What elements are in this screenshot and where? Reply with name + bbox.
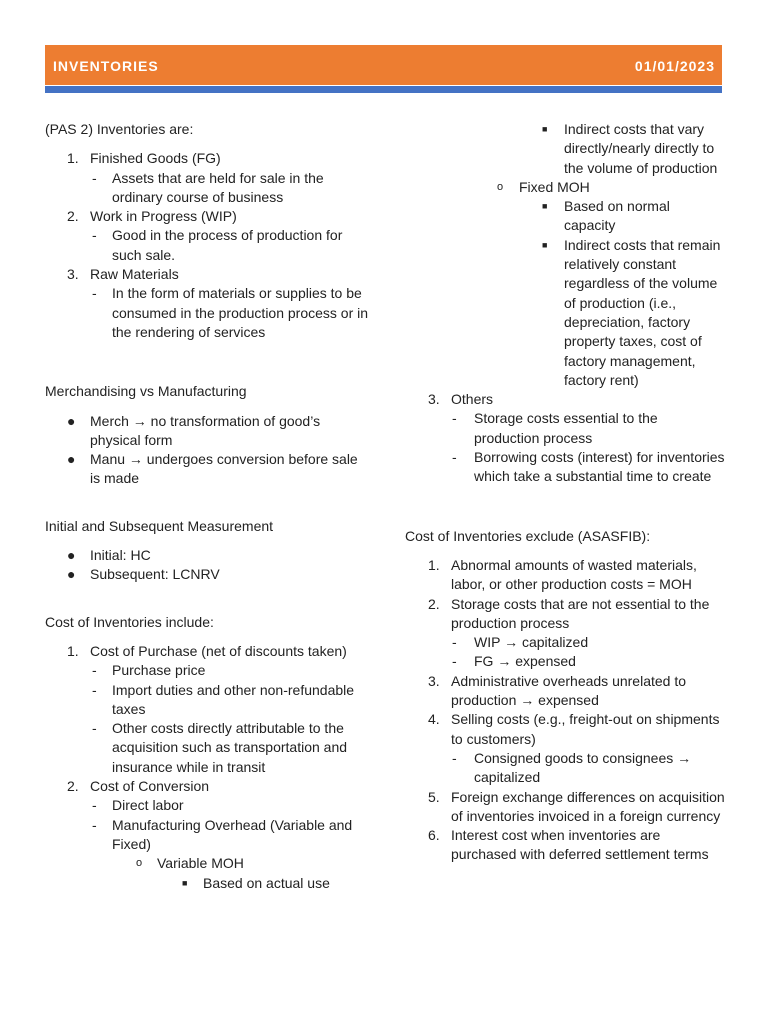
list-item: 6. Interest cost when inventories are purchased with deferred settlement terms — [428, 827, 709, 863]
list-item: 3. Raw Materials — [67, 266, 179, 283]
list-subitem: - Import duties and other non-refundable taxes — [92, 681, 355, 717]
moh-continued-list — [405, 120, 725, 487]
merch-list — [45, 412, 370, 489]
list-item: 1. Cost of Purchase (net of discounts taken) — [67, 642, 347, 659]
list-item: 3. Others — [428, 391, 494, 408]
right-column — [405, 120, 725, 865]
list-item: 4. Selling costs (e.g., freight-out on shipments to customers) — [428, 711, 720, 747]
list-item: ● Subsequent: LCNRV — [45, 565, 370, 584]
list-subitem: - Consigned goods to consignees → capitalized — [452, 749, 692, 786]
include-heading: Cost of Inventories include: — [45, 613, 214, 630]
exclude-list — [405, 556, 725, 865]
exclude-heading: Cost of Inventories exclude (ASASFIB): — [405, 527, 651, 544]
list-subitem: - Other costs directly attributable to the acquisition such as transportation and insurance while in transit — [92, 720, 348, 775]
list-subitem: - Good in the process of production for such sale. — [92, 227, 343, 263]
circle-bullet-icon: o — [136, 857, 143, 870]
list-subitem: - Storage costs essential to the production process — [452, 410, 658, 446]
list-item: 2. Storage costs that are not essential to the production process — [428, 595, 710, 631]
list-item: 1. Finished Goods (FG) — [67, 150, 221, 167]
header-date: 01/01/2023 — [634, 58, 715, 74]
list-subitem: - In the form of materials or supplies to be consumed in the production process or in the rendering of services — [92, 285, 369, 340]
list-subitem: - Borrowing costs (interest) for inventories which take a substantial time to create — [452, 449, 725, 485]
list-subsubsubitem: ■ Indirect costs that remain relatively constant regardless of the volume of production (i.e., depreciation, factory property taxes, cost of factory management, factory rent) — [542, 236, 721, 388]
list-item: 2. Work in Progress (WIP) — [67, 208, 237, 225]
list-subitem: - FG → expensed — [452, 653, 576, 670]
list-item: 3. Administrative overheads unrelated to production → expensed — [428, 672, 687, 709]
list-subitem: - Direct labor — [92, 797, 184, 814]
page-title: INVENTORIES — [53, 58, 159, 74]
circle-bullet-icon: o — [497, 180, 504, 193]
list-subsubsubitem: ■ Based on normal capacity — [542, 198, 670, 234]
list-subitem: - WIP → capitalized — [452, 634, 589, 651]
list-item: ● Manu → undergoes conversion before sale is made — [67, 451, 358, 487]
list-subsubsubitem: ■ Based on actual use — [45, 874, 370, 893]
list-item: 1. Abnormal amounts of wasted materials, labor, or other production costs = MOH — [428, 556, 697, 593]
list-subitem: - Assets that are held for sale in the ordinary course of business — [92, 169, 324, 205]
measurement-list — [45, 546, 370, 585]
bullet-icon: ● — [67, 412, 76, 429]
merch-heading: Merchandising vs Manufacturing — [45, 383, 247, 400]
square-bullet-icon: ■ — [542, 201, 548, 212]
square-bullet-icon: ■ — [182, 877, 188, 888]
list-subsubitem: o Variable MOH — [45, 854, 370, 873]
list-item: 2. Cost of Conversion — [67, 778, 210, 795]
bullet-icon: ● — [67, 451, 76, 468]
measurement-heading: Initial and Subsequent Measurement — [45, 517, 274, 534]
list-subsubitem: o Fixed MOH — [405, 178, 725, 197]
list-subitem: - Manufacturing Overhead (Variable and Fixed) — [92, 816, 353, 852]
bullet-icon: ● — [67, 547, 76, 564]
list-subitem: - Purchase price — [92, 662, 206, 679]
include-list — [45, 642, 370, 893]
pas2-heading: (PAS 2) Inventories are: — [45, 121, 194, 137]
pas2-list — [45, 149, 370, 342]
list-subsubsubitem: ■ Indirect costs that vary directly/nearly directly to the volume of production — [542, 121, 718, 176]
list-item: ● Merch → no transformation of good’s physical form — [67, 412, 321, 448]
square-bullet-icon: ■ — [542, 124, 548, 134]
list-item: ● Initial: HC — [45, 546, 370, 565]
bullet-icon: ● — [67, 566, 76, 583]
accent-divider — [45, 86, 722, 93]
square-bullet-icon: ■ — [542, 239, 548, 250]
left-column — [45, 120, 370, 893]
page-header — [45, 45, 722, 85]
list-item: 5. Foreign exchange differences on acquisition of inventories invoiced in a foreign currency — [428, 788, 725, 824]
